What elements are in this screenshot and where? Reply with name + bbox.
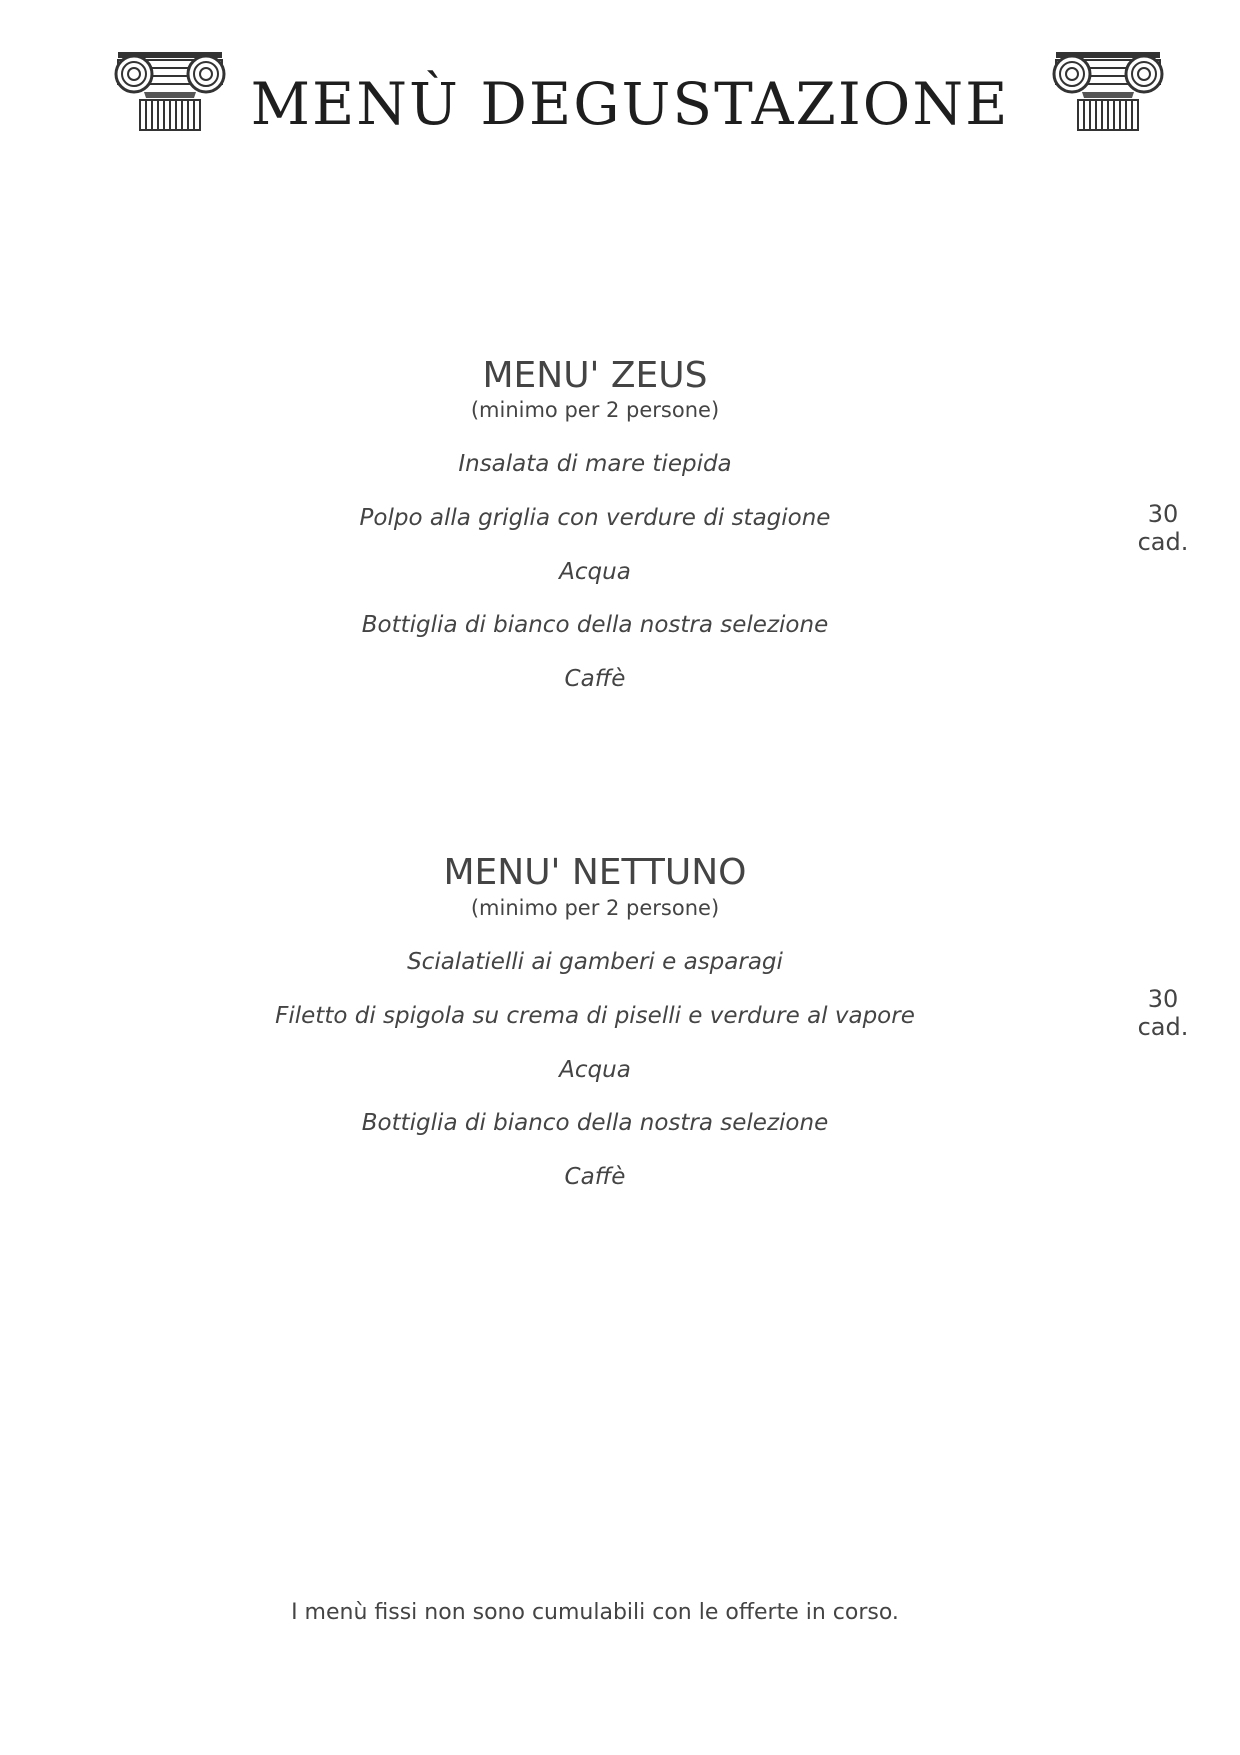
menu-title: MENU' ZEUS bbox=[482, 355, 708, 396]
menu-price bbox=[1120, 985, 1206, 1041]
price-value: 30 bbox=[1147, 500, 1179, 528]
ionic-column-capital-icon bbox=[110, 50, 230, 132]
menu-price bbox=[1120, 500, 1206, 556]
menu-subtitle: (minimo per 2 persone) bbox=[470, 398, 720, 422]
menu-subtitle: (minimo per 2 persone) bbox=[470, 896, 720, 920]
menu-title: MENU' NETTUNO bbox=[443, 852, 747, 893]
page-header bbox=[0, 0, 1240, 160]
menu-item: Acqua bbox=[559, 559, 631, 585]
ionic-column-capital-icon bbox=[1048, 50, 1168, 132]
menu-item: Insalata di mare tiepida bbox=[458, 451, 732, 477]
menu-item: Bottiglia di bianco della nostra selezione bbox=[361, 1110, 829, 1136]
menu-item: Polpo alla griglia con verdure di stagione bbox=[359, 505, 831, 531]
menu-item: Caffè bbox=[564, 666, 626, 692]
menu-item: Scialatielli ai gamberi e asparagi bbox=[407, 949, 783, 975]
price-unit: cad. bbox=[1137, 1013, 1189, 1041]
menu-item: Caffè bbox=[564, 1164, 626, 1190]
page-title: MENÙ DEGUSTAZIONE bbox=[250, 70, 1010, 138]
price-unit: cad. bbox=[1137, 528, 1189, 556]
menu-item: Bottiglia di bianco della nostra selezione bbox=[361, 612, 829, 638]
menu-item: Filetto di spigola su crema di piselli e verdure al vapore bbox=[275, 1003, 915, 1029]
footer-note: I menù fissi non sono cumulabili con le offerte in corso. bbox=[291, 1600, 899, 1625]
menu-item: Acqua bbox=[559, 1057, 631, 1083]
price-value: 30 bbox=[1147, 985, 1179, 1013]
